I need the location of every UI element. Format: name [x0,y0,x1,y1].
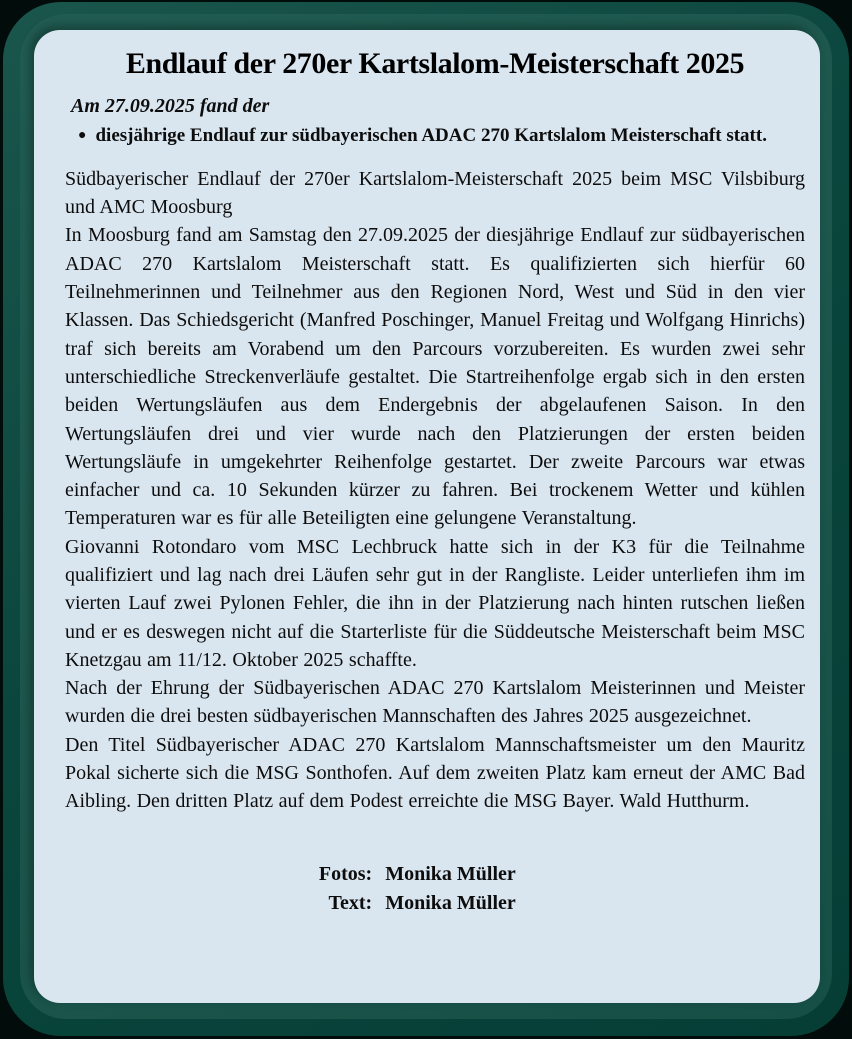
page-title: Endlauf der 270er Kartslalom-Meisterschaft 2025 [125,47,745,80]
intro-date-line: Am 27.09.2025 fand der [71,95,270,117]
credit-row-text [302,889,516,919]
credit-value-text: Monika Müller [385,892,516,915]
body-paragraph: Giovanni Rotondaro vom MSC Lechbruck hatte sich in der K3 für die Teilnahme qualifiziert und lag nach drei Läufen sehr gut in der Rangliste. Leider unterliefen ihm im vierten Lauf zwei Pylonen Fehler, die ihn in der Platzierung nach hinten rutschen ließen und er es deswegen nicht auf die Starterliste für die Süddeutsche Meisterschaft beim MSC Knetzgau am 11/12. Oktober 2025 schaffte. [65,535,805,671]
body-paragraph: Südbayerischer Endlauf der 270er Kartslalom-Meisterschaft 2025 beim MSC Vilsbiburg und AMC Moosburg [65,167,805,219]
credits-block [39,860,779,919]
credit-row-fotos [302,860,516,890]
credit-label-text: Text: [328,892,373,915]
credit-value-fotos: Monika Müller [385,862,516,885]
body-paragraph: In Moosburg fand am Samstag den 27.09.2025 der diesjährige Endlauf zur südbayerischen ADAC 270 Kartslalom Meisterschaft statt. Es qualifizierten sich hierfür 60 Teilnehmerinnen und Teilnehmer aus den Regionen Nord, West und Süd in den vier Klassen. Das Schiedsgericht (Manfred Poschinger, Manuel Freitag und Wolfgang Hinrichs) traf sich bereits am Vorabend um den Parcours vorzubereiten. Es wurden zwei sehr unterschiedliche Streckenverläufe gestaltet. Die Startreihenfolge ergab sich in den ersten beiden Wertungsläufen aus dem Endergebnis der abgelaufenen Saison. In den Wertungsläufen drei und vier wurde nach den Platzierungen der ersten beiden Wertungsläufe in umgekehrter Reihenfolge gestartet. Der zweite Parcours war etwas einfacher und ca. 10 Sekunden kürzer zu fahren. Bei trockenem Wetter und kühlen Temperaturen war es für alle Beteiligten eine gelungene Veranstaltung. [65,224,805,530]
bullet-item [78,125,805,147]
body-paragraph: Den Titel Südbayerischer ADAC 270 Kartslalom Mannschaftsmeister um den Mauritz Pokal sicherte sich die MSG Sonthofen. Auf dem zweiten Platz kam erneut der AMC Bad Aibling. Den dritten Platz auf dem Podest erreichte die MSG Bayer. Wald Hutthurm. [65,733,805,813]
article-body [65,165,805,816]
body-paragraph: Nach der Ehrung der Südbayerischen ADAC 270 Kartslalom Meisterinnen und Meister wurden die drei besten südbayerischen Mannschaften des Jahres 2025 ausgezeichnet. [65,677,805,728]
bullet-text: diesjährige Endlauf zur südbayerischen ADAC 270 Kartslalom Meisterschaft statt. [95,125,767,146]
credit-label-fotos: Fotos: [318,862,373,885]
bullet-icon: ● [78,128,87,143]
document-page [34,30,820,1003]
